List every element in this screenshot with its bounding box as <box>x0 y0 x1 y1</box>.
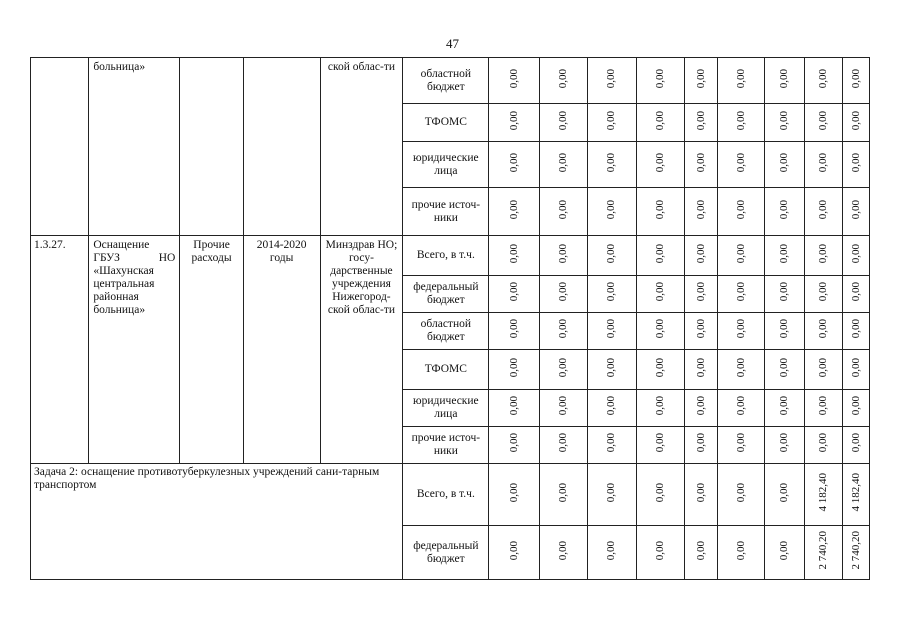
value-cell: 0,00 <box>764 276 805 313</box>
value-cell: 0,00 <box>843 276 870 313</box>
value-cell: 0,00 <box>587 188 636 236</box>
value-cell: 4 182,40 <box>805 464 843 526</box>
value-cell: 0,00 <box>636 104 684 142</box>
value-cell: 0,00 <box>718 188 764 236</box>
prev-years-cell <box>243 58 320 236</box>
value-cell: 0,00 <box>540 104 587 142</box>
value-cell: 0,00 <box>587 350 636 390</box>
source-cell: Всего, в т.ч. <box>403 464 489 526</box>
value-cell: 0,00 <box>587 464 636 526</box>
source-cell: федеральный бюджет <box>403 526 489 580</box>
value-cell: 0,00 <box>718 390 764 427</box>
value-cell: 0,00 <box>805 104 843 142</box>
source-cell: областной бюджет <box>403 313 489 350</box>
value-cell: 0,00 <box>540 142 587 188</box>
value-cell: 0,00 <box>843 427 870 464</box>
budget-table <box>30 57 870 580</box>
item-type-cell: Прочие расходы <box>180 236 243 464</box>
value-cell: 0,00 <box>764 390 805 427</box>
value-cell: 0,00 <box>540 236 587 276</box>
value-cell: 0,00 <box>684 464 718 526</box>
value-cell: 0,00 <box>843 142 870 188</box>
value-cell: 0,00 <box>843 313 870 350</box>
value-cell: 0,00 <box>489 142 540 188</box>
value-cell: 0,00 <box>684 58 718 104</box>
value-cell: 0,00 <box>636 350 684 390</box>
source-cell: ТФОМС <box>403 350 489 390</box>
value-cell: 0,00 <box>636 58 684 104</box>
value-cell: 0,00 <box>587 58 636 104</box>
value-cell: 0,00 <box>636 236 684 276</box>
item-years-cell: 2014-2020 годы <box>243 236 320 464</box>
source-cell: юридические лица <box>403 142 489 188</box>
task-heading-cell: Задача 2: оснащение противотуберкулезных учреждений сани-тарным транспортом <box>31 464 403 580</box>
value-cell: 0,00 <box>805 142 843 188</box>
value-cell: 0,00 <box>587 276 636 313</box>
value-cell: 0,00 <box>718 276 764 313</box>
value-cell: 0,00 <box>718 313 764 350</box>
value-cell: 4 182,40 <box>843 464 870 526</box>
value-cell: 0,00 <box>587 104 636 142</box>
value-cell: 0,00 <box>718 526 764 580</box>
value-cell: 0,00 <box>489 58 540 104</box>
value-cell: 0,00 <box>805 390 843 427</box>
value-cell: 0,00 <box>843 390 870 427</box>
value-cell: 0,00 <box>718 464 764 526</box>
value-cell: 2 740,20 <box>805 526 843 580</box>
value-cell: 0,00 <box>540 350 587 390</box>
prev-type-cell <box>180 58 243 236</box>
value-cell: 0,00 <box>718 236 764 276</box>
value-cell: 0,00 <box>764 142 805 188</box>
value-cell: 0,00 <box>636 276 684 313</box>
value-cell: 0,00 <box>489 464 540 526</box>
value-cell: 0,00 <box>764 350 805 390</box>
value-cell: 0,00 <box>764 236 805 276</box>
value-cell: 0,00 <box>489 188 540 236</box>
value-cell: 0,00 <box>540 427 587 464</box>
value-cell: 0,00 <box>489 236 540 276</box>
value-cell: 0,00 <box>718 104 764 142</box>
value-cell: 0,00 <box>805 313 843 350</box>
value-cell: 0,00 <box>489 104 540 142</box>
value-cell: 0,00 <box>489 313 540 350</box>
value-cell: 0,00 <box>764 464 805 526</box>
value-cell: 0,00 <box>587 427 636 464</box>
source-cell: Всего, в т.ч. <box>403 236 489 276</box>
value-cell: 0,00 <box>718 350 764 390</box>
value-cell: 0,00 <box>489 276 540 313</box>
value-cell: 0,00 <box>805 236 843 276</box>
value-cell: 0,00 <box>489 526 540 580</box>
value-cell: 0,00 <box>843 350 870 390</box>
value-cell: 0,00 <box>636 526 684 580</box>
value-cell: 0,00 <box>764 188 805 236</box>
value-cell: 0,00 <box>684 526 718 580</box>
value-cell: 0,00 <box>636 313 684 350</box>
value-cell: 0,00 <box>805 427 843 464</box>
value-cell: 0,00 <box>540 276 587 313</box>
value-cell: 2 740,20 <box>843 526 870 580</box>
value-cell: 0,00 <box>540 464 587 526</box>
value-cell: 0,00 <box>489 390 540 427</box>
source-cell: прочие источ-ники <box>403 427 489 464</box>
value-cell: 0,00 <box>805 350 843 390</box>
value-cell: 0,00 <box>636 142 684 188</box>
prev-executor-cell: ской облас-ти <box>320 58 403 236</box>
value-cell: 0,00 <box>540 188 587 236</box>
value-cell: 0,00 <box>489 350 540 390</box>
value-cell: 0,00 <box>684 313 718 350</box>
value-cell: 0,00 <box>587 313 636 350</box>
value-cell: 0,00 <box>636 188 684 236</box>
value-cell: 0,00 <box>587 236 636 276</box>
value-cell: 0,00 <box>684 427 718 464</box>
value-cell: 0,00 <box>540 390 587 427</box>
value-cell: 0,00 <box>764 313 805 350</box>
value-cell: 0,00 <box>843 104 870 142</box>
value-cell: 0,00 <box>540 313 587 350</box>
value-cell: 0,00 <box>764 58 805 104</box>
value-cell: 0,00 <box>684 104 718 142</box>
value-cell: 0,00 <box>636 464 684 526</box>
source-cell: федеральный бюджет <box>403 276 489 313</box>
value-cell: 0,00 <box>764 427 805 464</box>
item-number-cell: 1.3.27. <box>31 236 89 464</box>
source-cell: областной бюджет <box>403 58 489 104</box>
value-cell: 0,00 <box>718 58 764 104</box>
value-cell: 0,00 <box>718 427 764 464</box>
value-cell: 0,00 <box>843 236 870 276</box>
value-cell: 0,00 <box>587 526 636 580</box>
prev-name-cell: больница» <box>89 58 180 236</box>
value-cell: 0,00 <box>636 427 684 464</box>
value-cell: 0,00 <box>805 188 843 236</box>
item-name-cell: Оснащение ГБУЗ НО «Шахунская центральная районная больница» <box>89 236 180 464</box>
value-cell: 0,00 <box>636 390 684 427</box>
source-cell: ТФОМС <box>403 104 489 142</box>
value-cell: 0,00 <box>843 58 870 104</box>
value-cell: 0,00 <box>684 390 718 427</box>
prev-num-cell <box>31 58 89 236</box>
value-cell: 0,00 <box>764 526 805 580</box>
value-cell: 0,00 <box>540 526 587 580</box>
value-cell: 0,00 <box>805 276 843 313</box>
value-cell: 0,00 <box>684 236 718 276</box>
source-cell: юридические лица <box>403 390 489 427</box>
value-cell: 0,00 <box>718 142 764 188</box>
value-cell: 0,00 <box>843 188 870 236</box>
item-executor-cell: Минздрав НО; госу-дарственные учреждения Нижегород-ской облас-ти <box>320 236 403 464</box>
value-cell: 0,00 <box>684 350 718 390</box>
value-cell: 0,00 <box>489 427 540 464</box>
value-cell: 0,00 <box>540 58 587 104</box>
value-cell: 0,00 <box>684 276 718 313</box>
source-cell: прочие источ-ники <box>403 188 489 236</box>
value-cell: 0,00 <box>587 142 636 188</box>
page-number: 47 <box>446 36 459 51</box>
value-cell: 0,00 <box>805 58 843 104</box>
value-cell: 0,00 <box>684 188 718 236</box>
value-cell: 0,00 <box>684 142 718 188</box>
value-cell: 0,00 <box>764 104 805 142</box>
value-cell: 0,00 <box>587 390 636 427</box>
